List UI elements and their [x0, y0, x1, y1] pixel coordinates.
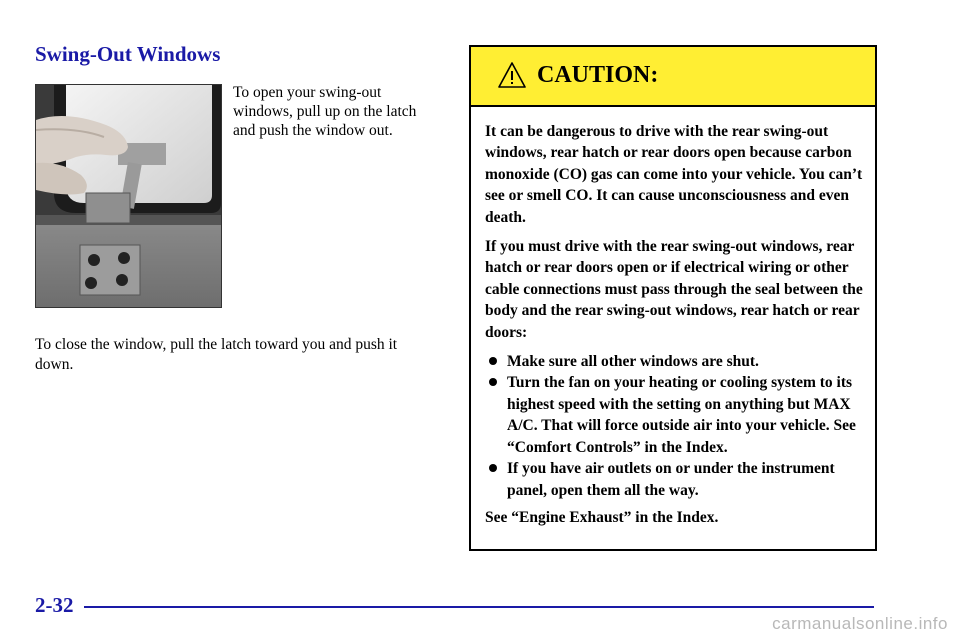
- list-item: If you have air outlets on or under the instrument panel, open them all the way.: [485, 458, 863, 501]
- warning-icon: [497, 61, 527, 89]
- bullet-icon: [489, 357, 497, 365]
- section-heading: Swing-Out Windows: [35, 42, 221, 66]
- watermark: carmanualsonline.info: [772, 614, 948, 633]
- caution-title: CAUTION:: [537, 62, 659, 88]
- list-item: Make sure all other windows are shut.: [485, 351, 863, 372]
- caution-header: [471, 47, 875, 107]
- caution-paragraph: If you must drive with the rear swing-out windows, rear hatch or rear doors open or if electrical wiring or other cable connections must pass through the seal between the body and the rear swing-out windows, rear hatch or rear doors:: [485, 238, 863, 341]
- page-number: 2-32: [35, 593, 74, 617]
- latch-photo: [35, 84, 222, 308]
- footer-divider: [84, 606, 874, 608]
- caution-list: [485, 351, 863, 501]
- open-instructions: To open your swing-out windows, pull up on the latch and push the window out.: [233, 84, 417, 139]
- caution-paragraph: It can be dangerous to drive with the rear swing-out windows, rear hatch or rear doors open because carbon monoxide (CO) gas can come into your vehicle. You can’t see or smell CO. It can cause unconsciousness and even death.: [485, 123, 863, 226]
- caution-box: [469, 45, 877, 551]
- close-instructions: To close the window, pull the latch toward you and push it down.: [35, 336, 398, 373]
- bullet-icon: [489, 378, 497, 386]
- list-item: Turn the fan on your heating or cooling system to its highest speed with the setting on anything but MAX A/C. That will force outside air into your vehicle. See “Comfort Controls” in the Index.: [485, 372, 863, 458]
- caution-closing: See “Engine Exhaust” in the Index.: [485, 508, 719, 526]
- caution-body: [471, 107, 875, 528]
- bullet-icon: [489, 464, 497, 472]
